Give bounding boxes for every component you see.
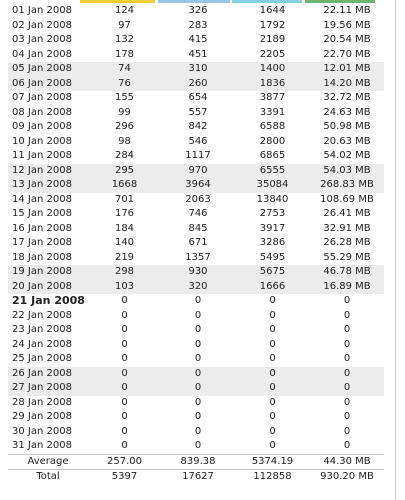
row-col1: 124 (114, 5, 135, 17)
row-col4: 0 (343, 353, 351, 365)
row-col2: 415 (188, 34, 208, 46)
summary-rows (8, 454, 384, 485)
color-swatch-3 (232, 0, 302, 3)
table-row (8, 251, 384, 266)
row-col2: 746 (188, 208, 208, 220)
table-row (8, 120, 384, 135)
row-col4: 46.78 MB (310, 265, 384, 280)
table-row (8, 4, 384, 19)
row-date: 28 Jan 2008 (12, 396, 72, 408)
row-col4: 32.91 MB (323, 222, 371, 234)
row-date: 31 Jan 2008 (12, 440, 72, 452)
row-col1: 0 (121, 411, 128, 423)
row-col2: 0 (194, 396, 202, 408)
table-row (8, 77, 384, 92)
row-col2: 845 (188, 222, 208, 234)
total-label: Total (8, 470, 88, 485)
row-date: 12 Jan 2008 (8, 164, 88, 179)
row-col4: 0 (343, 338, 351, 350)
row-col1: 176 (114, 208, 135, 220)
row-col2: 0 (194, 411, 202, 423)
row-col1: 0 (88, 367, 161, 382)
row-col4: 26.28 MB (323, 237, 371, 249)
row-col4: 0 (343, 411, 351, 423)
row-col2: 0 (194, 309, 202, 321)
row-col4: 16.89 MB (310, 280, 384, 295)
row-col3: 2189 (259, 34, 286, 46)
row-col1: 0 (121, 338, 128, 350)
table-row (8, 222, 384, 237)
row-col4: 20.54 MB (323, 34, 371, 46)
row-col4: 26.41 MB (323, 208, 371, 220)
row-col4: 268.83 MB (310, 178, 384, 193)
table-row (8, 164, 384, 179)
row-col4: 50.98 MB (323, 121, 371, 133)
row-col2: 930 (161, 265, 235, 280)
row-col3: 1792 (259, 19, 286, 31)
row-date: 14 Jan 2008 (12, 193, 72, 205)
row-col4: 0 (343, 425, 351, 437)
row-col1: 298 (88, 265, 161, 280)
row-col1: 0 (121, 295, 128, 307)
row-col2: 557 (188, 106, 208, 118)
row-date: 19 Jan 2008 (8, 265, 88, 280)
row-col3: 1666 (235, 280, 310, 295)
row-date: 05 Jan 2008 (8, 62, 88, 77)
table-row (8, 280, 384, 295)
row-col2: 970 (161, 164, 235, 179)
row-col1: 99 (118, 106, 131, 118)
row-col4: 0 (310, 381, 384, 396)
row-col3: 2753 (259, 208, 286, 220)
row-date: 26 Jan 2008 (8, 367, 88, 382)
row-date: 30 Jan 2008 (12, 425, 72, 437)
row-col4: 12.01 MB (310, 62, 384, 77)
row-date: 08 Jan 2008 (12, 106, 72, 118)
average-col3: 5374.19 (235, 454, 310, 470)
table-row (8, 352, 384, 367)
row-col3: 0 (269, 353, 276, 365)
row-col1: 219 (114, 251, 135, 263)
row-col4: 0 (343, 324, 351, 336)
row-col3: 0 (269, 309, 276, 321)
row-date: 11 Jan 2008 (12, 150, 72, 162)
row-col3: 2205 (259, 48, 286, 60)
row-col4: 54.03 MB (310, 164, 384, 179)
table-row (8, 178, 384, 193)
row-col3: 2800 (259, 135, 286, 147)
table-row (8, 323, 384, 338)
average-label: Average (8, 454, 88, 470)
row-col3: 6865 (259, 150, 286, 162)
table-row (8, 62, 384, 77)
row-col2: 842 (188, 121, 208, 133)
row-col1: 0 (121, 324, 128, 336)
table-row (8, 135, 384, 150)
total-col3: 112858 (235, 470, 310, 485)
table-row (8, 439, 384, 454)
row-col3: 0 (269, 396, 276, 408)
row-date: 01 Jan 2008 (12, 5, 72, 17)
row-col2: 1357 (185, 251, 211, 263)
row-col1: 178 (114, 48, 135, 60)
table-row (8, 381, 384, 396)
row-date: 06 Jan 2008 (8, 77, 88, 92)
row-col2: 320 (161, 280, 235, 295)
row-col1: 76 (88, 77, 161, 92)
table-row (8, 309, 384, 324)
row-col3: 13840 (256, 193, 289, 205)
row-col3: 1644 (259, 5, 286, 17)
row-date: 17 Jan 2008 (12, 237, 72, 249)
table-row (8, 338, 384, 353)
table-row (8, 33, 384, 48)
row-col2: 326 (188, 5, 208, 17)
row-col1: 74 (88, 62, 161, 77)
table-row (8, 149, 384, 164)
table-row (8, 294, 384, 309)
row-col2: 671 (188, 237, 208, 249)
row-col2: 260 (161, 77, 235, 92)
row-date: 07 Jan 2008 (12, 92, 72, 104)
row-col4: 54.02 MB (323, 150, 371, 162)
average-col1: 257.00 (88, 454, 161, 470)
right-border (395, 0, 396, 500)
row-col3: 1836 (235, 77, 310, 92)
row-col1: 155 (114, 92, 135, 104)
row-col1: 296 (114, 121, 135, 133)
row-date: 20 Jan 2008 (8, 280, 88, 295)
table-row (8, 193, 384, 208)
row-col2: 0 (194, 295, 202, 307)
row-col4: 55.29 MB (323, 251, 371, 263)
row-col3: 0 (269, 338, 276, 350)
row-col4: 24.63 MB (323, 106, 371, 118)
row-col4: 108.69 MB (320, 193, 374, 205)
row-col3: 3877 (259, 92, 286, 104)
row-col2: 0 (194, 440, 202, 452)
row-col2: 0 (194, 324, 202, 336)
row-col1: 0 (121, 353, 128, 365)
row-col1: 97 (118, 19, 131, 31)
row-date: 23 Jan 2008 (12, 324, 72, 336)
total-col1: 5397 (88, 470, 161, 485)
row-col1: 103 (88, 280, 161, 295)
row-col2: 310 (161, 62, 235, 77)
row-col3: 5495 (259, 251, 286, 263)
row-col3: 0 (269, 411, 276, 423)
row-col2: 0 (161, 367, 235, 382)
row-col3: 0 (269, 324, 276, 336)
row-col1: 140 (114, 237, 135, 249)
table-row (8, 425, 384, 440)
row-date: 18 Jan 2008 (12, 251, 72, 263)
row-col1: 98 (118, 135, 131, 147)
row-date: 21 Jan 2008 (12, 294, 85, 308)
row-col3: 3286 (259, 237, 286, 249)
table-row (8, 396, 384, 411)
row-col1: 295 (88, 164, 161, 179)
row-col1: 701 (114, 193, 135, 205)
table-row (8, 91, 384, 106)
row-col1: 284 (114, 150, 135, 162)
row-date: 13 Jan 2008 (8, 178, 88, 193)
row-col4: 0 (343, 309, 351, 321)
row-col3: 5675 (235, 265, 310, 280)
row-col2: 2063 (185, 193, 211, 205)
total-row (8, 470, 384, 485)
table-row (8, 19, 384, 34)
column-color-bar (0, 0, 405, 3)
row-date: 16 Jan 2008 (12, 222, 72, 234)
row-col1: 184 (114, 222, 135, 234)
total-col4: 930.20 MB (310, 470, 384, 485)
row-col4: 22.70 MB (323, 48, 371, 60)
row-col1: 132 (114, 34, 135, 46)
row-col1: 0 (88, 381, 161, 396)
color-swatch-2 (158, 0, 230, 3)
row-date: 09 Jan 2008 (12, 121, 72, 133)
table-row (8, 367, 384, 382)
row-col3: 6555 (235, 164, 310, 179)
row-col4: 22.11 MB (323, 5, 371, 17)
table-row (8, 265, 384, 280)
row-date: 25 Jan 2008 (12, 353, 72, 365)
row-date: 27 Jan 2008 (8, 381, 88, 396)
average-col4: 44.30 MB (310, 454, 384, 470)
row-col3: 0 (235, 367, 310, 382)
row-col2: 654 (188, 92, 208, 104)
row-date: 02 Jan 2008 (12, 19, 72, 31)
row-col1: 0 (121, 309, 128, 321)
table-row (8, 207, 384, 222)
total-col2: 17627 (161, 470, 235, 485)
color-swatch-4 (305, 0, 375, 3)
row-col3: 1400 (235, 62, 310, 77)
row-col3: 35084 (235, 178, 310, 193)
row-date: 03 Jan 2008 (12, 34, 72, 46)
table-row (8, 410, 384, 425)
row-date: 29 Jan 2008 (12, 411, 72, 423)
row-col3: 0 (269, 425, 276, 437)
daily-rows (8, 4, 384, 454)
row-col4: 19.56 MB (323, 19, 371, 31)
row-col3: 0 (269, 440, 276, 452)
row-col3: 6588 (259, 121, 286, 133)
row-col4: 0 (343, 295, 351, 307)
daily-stats-table (8, 4, 384, 485)
row-col1: 0 (121, 396, 128, 408)
row-col4: 0 (310, 367, 384, 382)
row-col2: 0 (161, 381, 235, 396)
row-col2: 0 (194, 353, 202, 365)
row-col3: 0 (269, 295, 276, 307)
row-col2: 283 (188, 19, 208, 31)
row-col2: 0 (194, 425, 202, 437)
average-col2: 839.38 (161, 454, 235, 470)
row-col4: 14.20 MB (310, 77, 384, 92)
row-col4: 0 (343, 440, 351, 452)
row-col1: 0 (121, 425, 128, 437)
row-col2: 451 (188, 48, 208, 60)
row-date: 24 Jan 2008 (12, 338, 72, 350)
row-col1: 1668 (88, 178, 161, 193)
table-row (8, 106, 384, 121)
row-col3: 0 (235, 381, 310, 396)
row-col2: 3964 (161, 178, 235, 193)
row-col3: 3391 (259, 106, 286, 118)
row-date: 15 Jan 2008 (12, 208, 72, 220)
row-col4: 20.63 MB (323, 135, 371, 147)
row-col3: 3917 (259, 222, 286, 234)
row-col4: 32.72 MB (323, 92, 371, 104)
row-date: 04 Jan 2008 (12, 48, 72, 60)
row-col2: 0 (194, 338, 202, 350)
row-col2: 546 (188, 135, 208, 147)
row-date: 10 Jan 2008 (12, 135, 72, 147)
row-col4: 0 (343, 396, 351, 408)
row-col1: 0 (121, 440, 128, 452)
row-col2: 1117 (185, 150, 211, 162)
row-date: 22 Jan 2008 (12, 309, 72, 321)
color-swatch-1 (80, 0, 155, 3)
table-row (8, 48, 384, 63)
average-row (8, 454, 384, 470)
table-row (8, 236, 384, 251)
